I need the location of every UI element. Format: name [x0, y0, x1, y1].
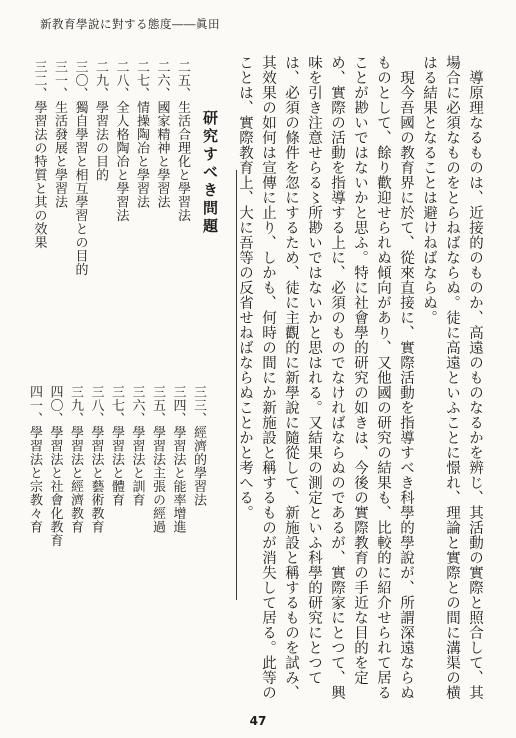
topic-item: 二七、情操陶冶と學習法: [134, 60, 149, 209]
topic-item: 四一、學習法と宗教々育: [27, 385, 42, 534]
topic-list-upper: [32, 60, 192, 340]
section-divider: [236, 170, 237, 600]
topic-item: 三〇、獨自學習と相互學習との目的: [72, 60, 88, 276]
topic-item: 三一、生活發展と學習法: [52, 60, 67, 209]
page-number: 47: [249, 714, 267, 728]
topic-item: 四〇、學習法と社會化教育: [47, 385, 63, 547]
topic-item: 二六、國家精神と學習法: [154, 60, 170, 209]
topic-item: 三八、學習法と藝術教育: [88, 385, 104, 534]
body-text: [237, 55, 486, 710]
topic-item: 二九、學習法の目的: [93, 60, 108, 182]
topic-item: 三九、學習法と經濟教育: [68, 385, 83, 534]
topic-item: 三四、學習法と能率增進: [170, 385, 186, 534]
section-title: 研究すべき問題: [201, 110, 219, 236]
topic-item: 三三、經濟的學習法: [191, 385, 206, 507]
topic-item: 三五、學習法主張の經過: [150, 385, 165, 534]
body-paragraph: 現今吾國の教育界に於て、從來直接に、實際活動を指導すべき科學的學說が、所謂深遠ならぬものとして、餘り歡迎せられぬ傾向があり、又他國の研究の結果も、比較的に紹介せられて居ることが尠いではないかと思ふ。特に社會學的研究の如きは、今後の實際教育の手近な目的を定め、實際の活動を指導する上に、必須のものでなければならぬのであるが、實際家にとつて、興味を引き注意せらる〻所尠いではないかと思はれる。又結果の測定といふ科學的研究にとつては、必須の條件を忽にするため、徒に主觀的に新學說に隨從して、新施設と稱するものを試み、其效果の如何は宣傳に止り、しかも、何時の間にか新施設と稱するものが消失して居る。此等のことは、實際教育上、大に吾等の反省せねばならぬことかと考へる。: [237, 55, 414, 700]
topic-item: 二五、生活合理化と學習法: [175, 60, 190, 222]
topic-item: 三七、學習法と體育: [109, 385, 124, 507]
running-head: 新教育學說に對する態度――眞田: [40, 17, 220, 31]
topic-item: 三六、學習法と訓育: [129, 385, 145, 507]
topic-item: 二八、全人格陶冶と學習法: [113, 60, 129, 222]
topic-list-lower: [27, 385, 208, 630]
body-paragraph: 導原理なるものは、近接的のものか、高遠のものなるかを辨じ、其活動の實際と照合して、其場合に必須なものをとらねばならぬ。徒に高遠といふことに憬れ、理論と實際との間に溝渠の横はる結果となることは避けねばならぬ。: [421, 55, 483, 700]
topic-item: 三二、學習法の特質と其の效果: [31, 60, 47, 249]
